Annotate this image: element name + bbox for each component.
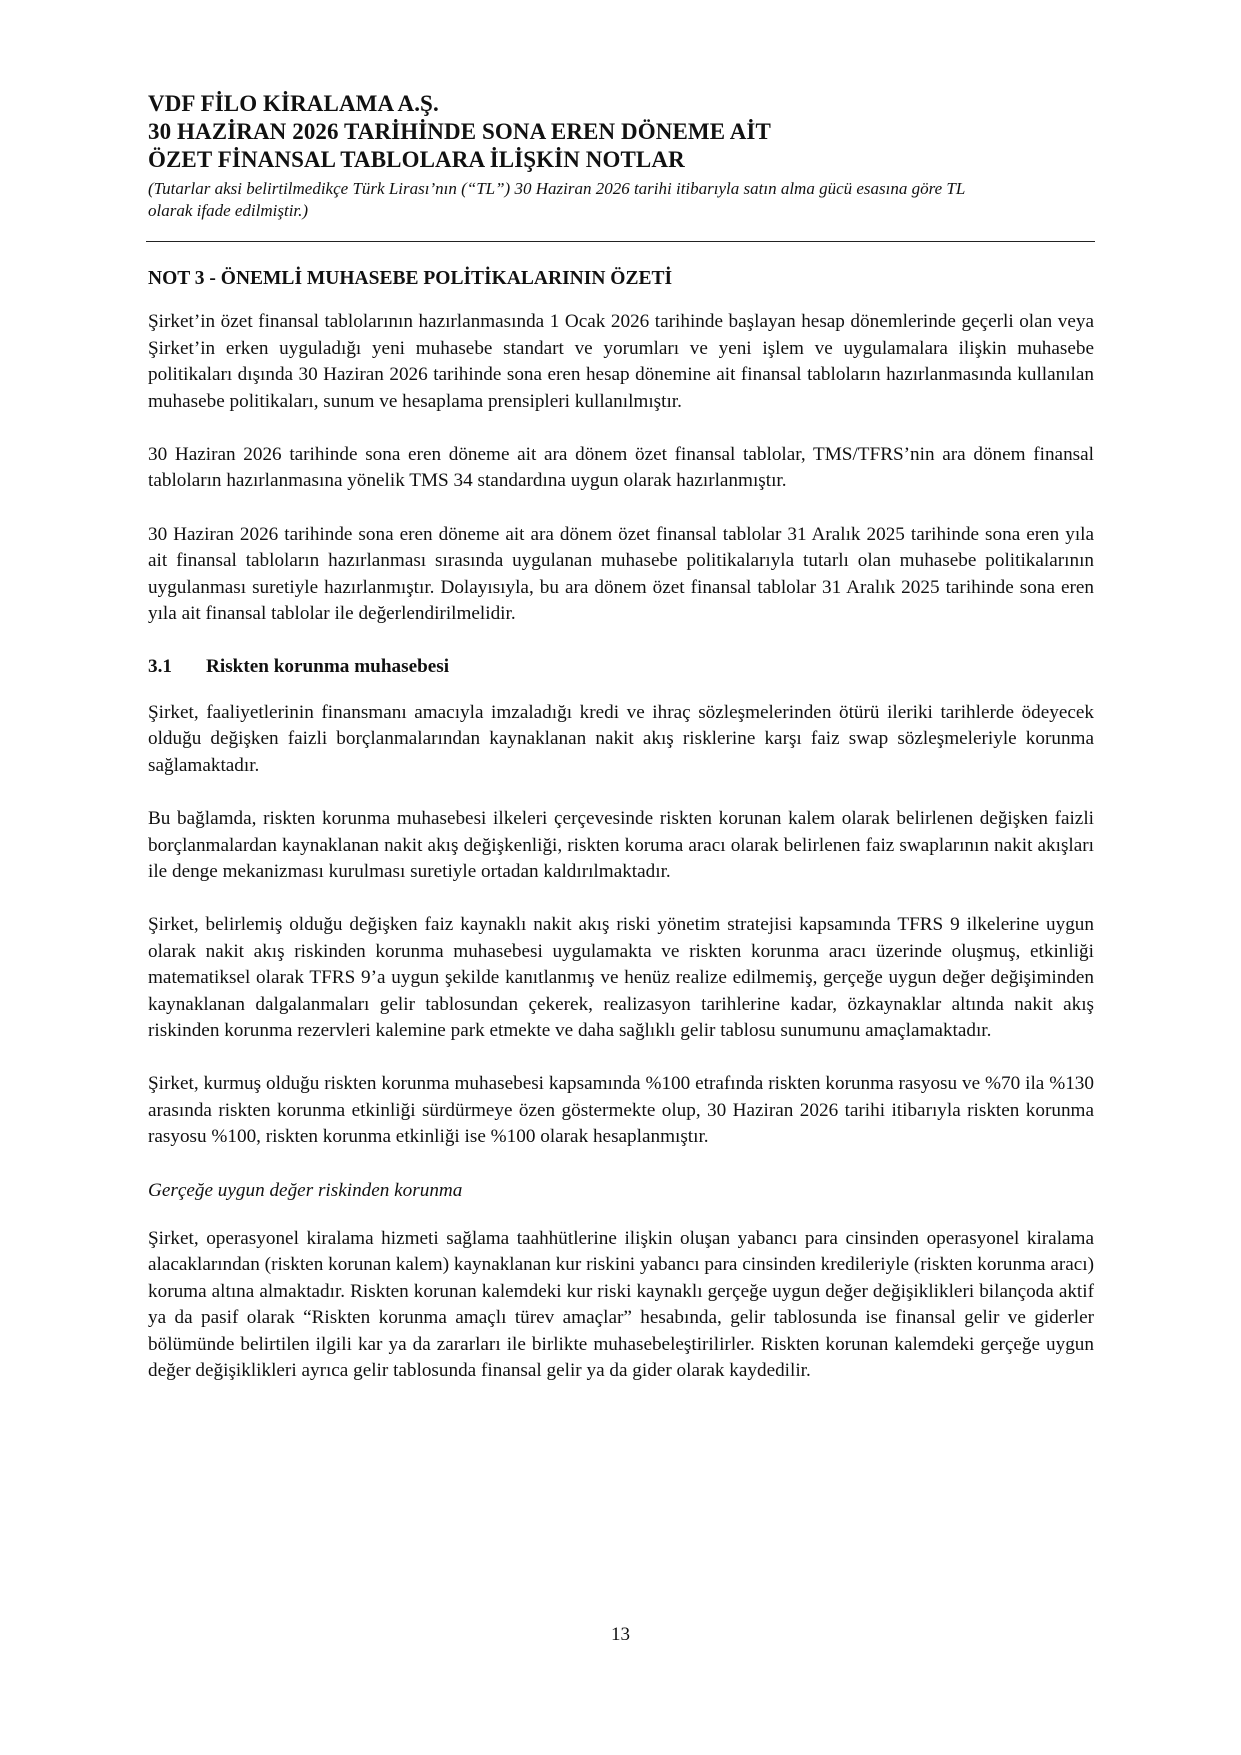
page-number: 13 <box>611 1624 630 1645</box>
currency-note-line-2: olarak ifade edilmiştir.) <box>148 201 309 220</box>
currency-note <box>148 178 1088 222</box>
period-title: 30 HAZİRAN 2026 TARİHİNDE SONA EREN DÖNEME AİT <box>148 119 771 144</box>
paragraph: 30 Haziran 2026 tarihinde sona eren döneme ait ara dönem özet finansal tablolar, TMS/TFRS’nin ara dönem finansal tabloların hazırlanmasına yönelik TMS 34 standardına uygun olarak hazırlanmıştır. <box>148 444 1094 492</box>
paragraph: Şirket, belirlemiş olduğu değişken faiz kaynaklı nakit akış riski yönetim stratejisi kapsamında TFRS 9 ilkelerine uygun olarak nakit akış riskinden korunma muhasebesi uygulamakta ve riskten korunma aracı üzerinde oluşmuş, etkinliği matematiksel olarak TFRS 9’a uygun şekilde kanıtlanmış ve henüz realize edilmemiş, gerçeğe uygun değer değişiminden kaynaklanan dalgalanmaları gelir tablosundan çekerek, realizasyon tarihlerine kadar, özkaynaklar altında nakit akış riskinden korunma rezervleri kalemine park etmekte ve daha sağlıklı gelir tablosu sunumunu amaçlamaktadır. <box>148 914 1094 1041</box>
header-divider <box>146 241 1095 242</box>
subsection-heading <box>148 654 1094 680</box>
company-name: VDF FİLO KİRALAMA A.Ş. <box>148 91 439 116</box>
paragraph: Şirket, faaliyetlerinin finansmanı amacıyla imzaladığı kredi ve ihraç sözleşmelerinden ötürü ileriki tarihlerde ödeyecek olduğu değişken faizli borçlanmalarından kaynaklanan nakit akış risklerine karşı faiz swap sözleşmeleriyle korunma sağlamaktadır. <box>148 701 1094 776</box>
document-title: ÖZET FİNANSAL TABLOLARA İLİŞKİN NOTLAR <box>148 147 685 172</box>
page-header <box>148 90 1088 222</box>
italic-subheading: Gerçeğe uygun değer riskinden korunma <box>148 1179 463 1201</box>
paragraph: Şirket, kurmuş olduğu riskten korunma muhasebesi kapsamında %100 etrafında riskten korunma rasyosu ve %70 ila %130 arasında riskten korunma etkinliği sürdürmeye özen göstermekte olup, 30 Haziran 2026 tarihi itibarıyla riskten korunma rasyosu %100, riskten korunma etkinliği ise %100 olarak hesaplanmıştır. <box>148 1073 1094 1148</box>
paragraph: Bu bağlamda, riskten korunma muhasebesi ilkeleri çerçevesinde riskten korunan kalem olarak belirlenen değişken faizli borçlanmalardan kaynaklanan nakit akış değişkenliği, riskten koruma aracı olarak belirlenen faiz swaplarının nakit akışları ile denge mekanizması kurulması suretiyle ortadan kaldırılmaktadır. <box>148 808 1094 882</box>
paragraph: 30 Haziran 2026 tarihinde sona eren döneme ait ara dönem özet finansal tablolar 31 Aralık 2025 tarihinde sona eren yıla ait finansal tabloların hazırlanması sırasında uygulanan muhasebe politikalarıyla tutarlı olan muhasebe politikalarının uygulanması suretiyle hazırlanmıştır. Dolayısıyla, bu ara dönem özet finansal tablolar 31 Aralık 2025 tarihinde sona eren yıla ait finansal tablolar ile değerlendirilmelidir. <box>148 523 1094 625</box>
paragraph: Şirket’in özet finansal tablolarının hazırlanmasında 1 Ocak 2026 tarihinde başlayan hesap dönemlerinde geçerli olan veya Şirket’in erken uyguladığı yeni muhasebe standart ve yorumları ve yeni işlem ve uygulamalara ilişkin muhasebe politikaları dışında 30 Haziran 2026 tarihinde sona eren hesap dönemine ait finansal tabloların hazırlanmasında kullanılan muhasebe politikaları, sunum ve hesaplama prensipleri kullanılmıştır. <box>148 311 1094 412</box>
note-title: NOT 3 - ÖNEMLİ MUHASEBE POLİTİKALARININ ÖZETİ <box>148 268 673 289</box>
paragraph: Şirket, operasyonel kiralama hizmeti sağlama taahhütlerine ilişkin oluşan yabancı para cinsinden operasyonel kiralama alacaklarından (riskten korunan kalem) kaynaklanan kur riskini yabancı para cinsinden kredileriyle (riskten korunma aracı) koruma altına almaktadır. Riskten korunan kalemdeki kur riski kaynaklı gerçeğe uygun değer değişiklikleri bilançoda aktif ya da pasif olarak “Riskten korunma amaçlı türev amaçlar” hesabında, gelir tablosunda ise finansal gelir ve giderler bölümünde belirtilen ilgili kar ya da zararları ile birlikte muhasebeleştirilirler. Riskten korunan kalemdeki gerçeğe uygun değer değişiklikleri ayrıca gelir tablosunda finansal gelir ya da gider olarak kaydedilir. <box>148 1227 1094 1381</box>
page-body <box>148 266 1094 1411</box>
subsection-number: 3.1 <box>148 656 172 678</box>
currency-note-line-1: (Tutarlar aksi belirtilmedikçe Türk Lirası’nın (“TL”) 30 Haziran 2026 tarihi itibarıyla satın alma gücü esasına göre TL <box>148 179 966 198</box>
subsection-title: Riskten korunma muhasebesi <box>206 656 450 678</box>
